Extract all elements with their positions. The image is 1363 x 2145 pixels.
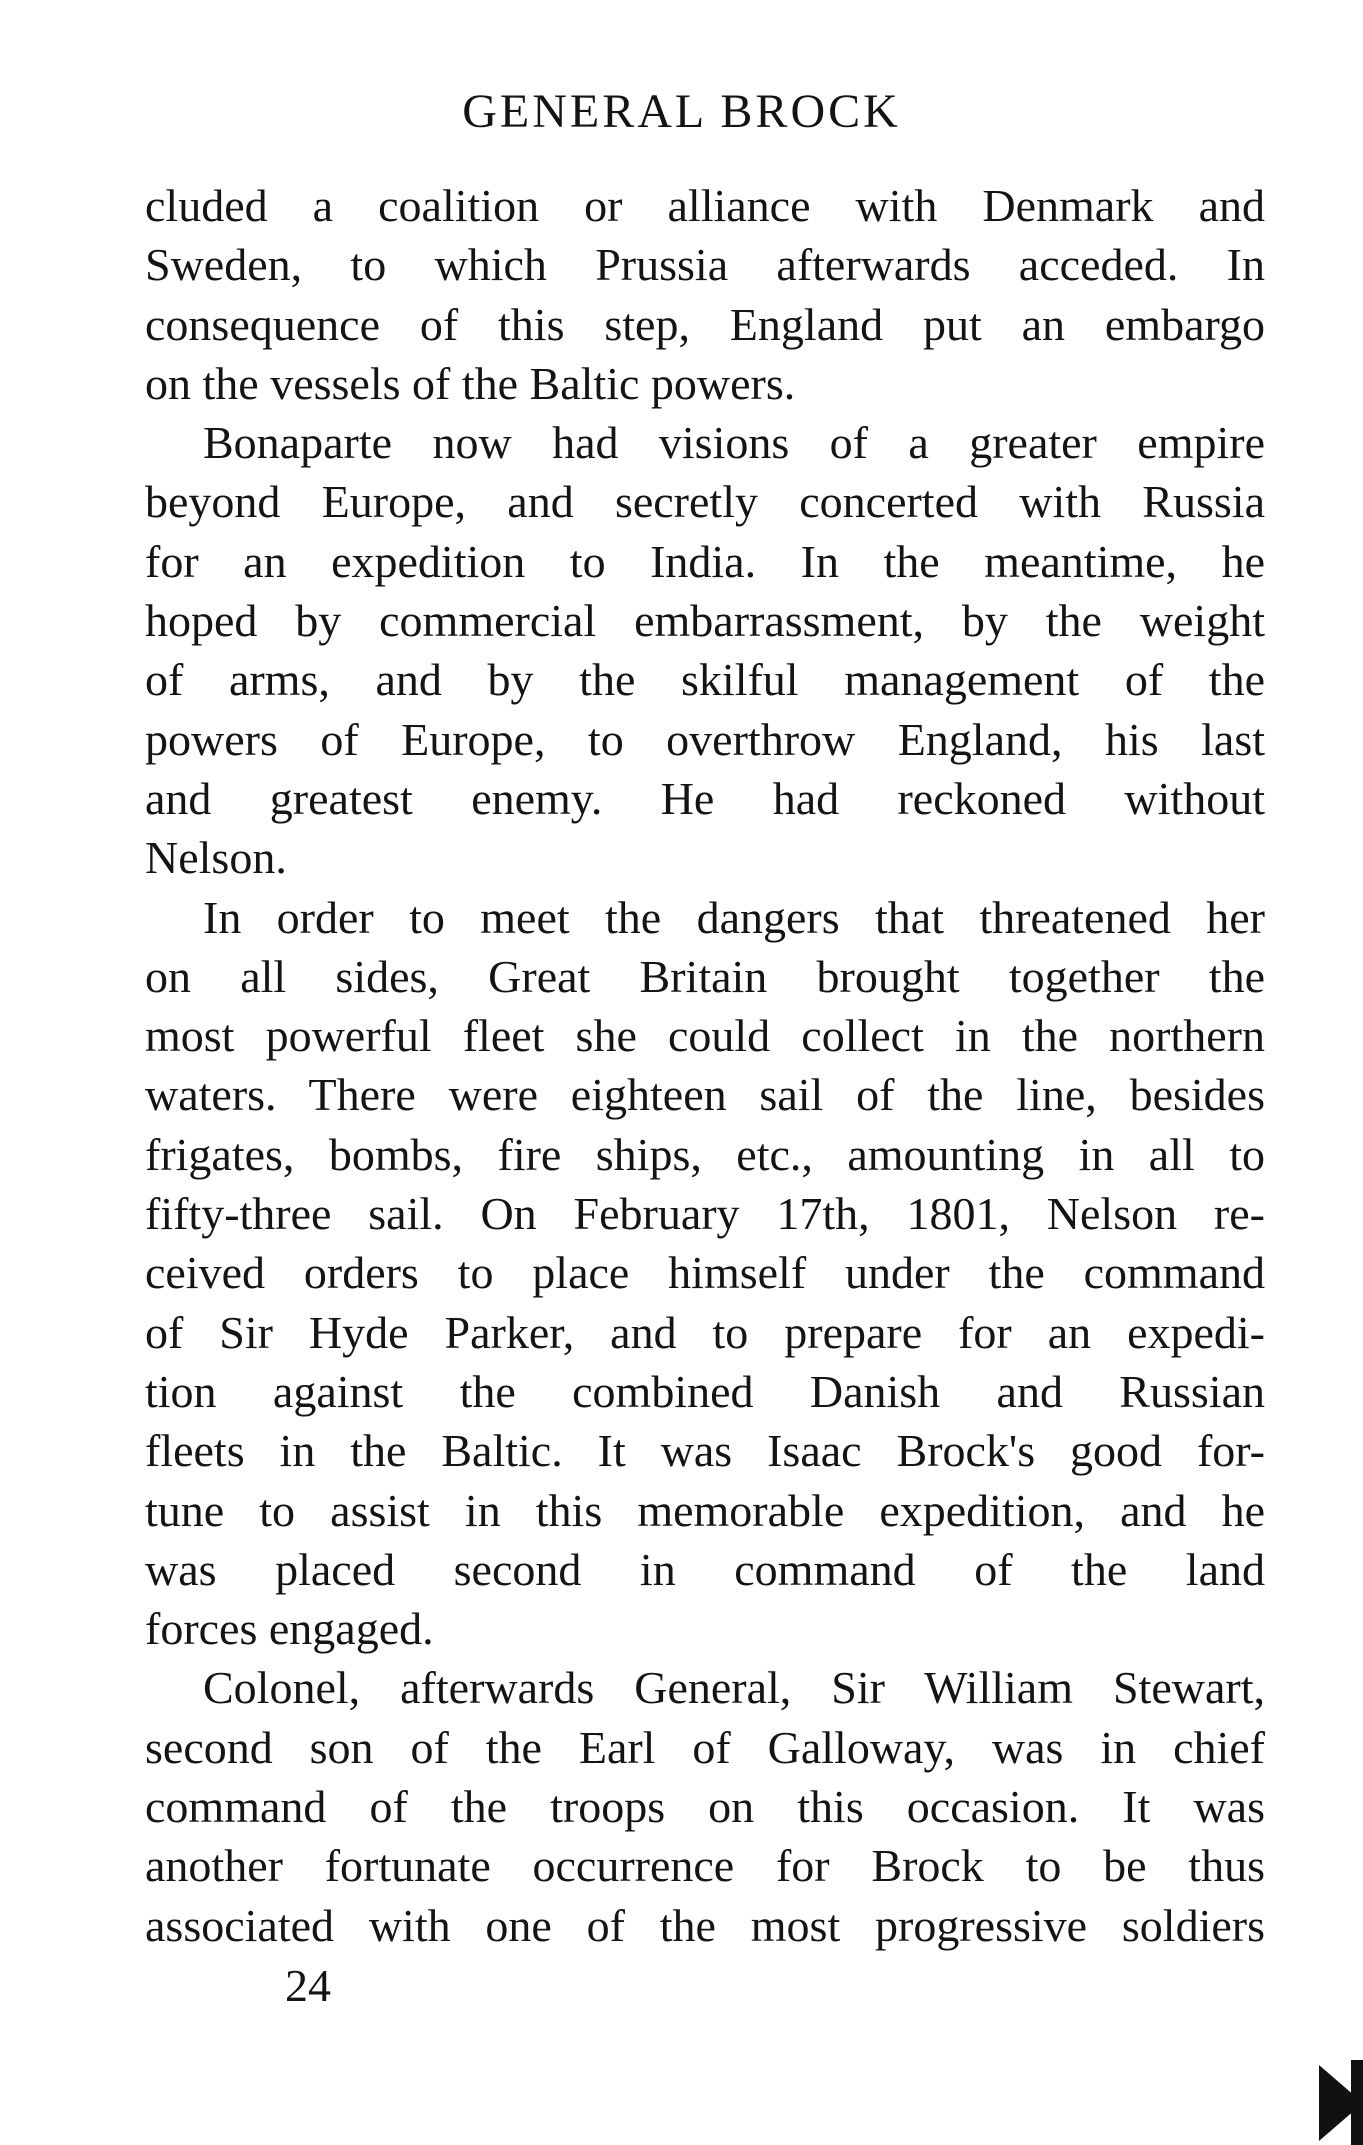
text-line: fifty-three sail. On February 17th, 1801, Nelson re- — [145, 1188, 1265, 1240]
text-line: consequence of this step, England put an embargo — [145, 298, 1265, 350]
text-line: another fortunate occurrence for Brock to be thus — [145, 1840, 1265, 1892]
paragraph-start-line: Bonaparte now had visions of a greater empire — [203, 417, 1265, 469]
text-line: second son of the Earl of Galloway, was in chief — [145, 1721, 1265, 1773]
text-line: powers of Europe, to overthrow England, his last — [145, 713, 1265, 765]
text-line: most powerful fleet she could collect in the northern — [145, 1010, 1265, 1062]
text-line: waters. There were eighteen sail of the line, besides — [145, 1069, 1265, 1121]
page-edge-shadow — [1351, 2060, 1363, 2145]
text-line: and greatest enemy. He had reckoned without — [145, 772, 1265, 824]
paragraph-start-line: In order to meet the dangers that threatened her — [203, 891, 1265, 943]
text-line: associated with one of the most progressive soldiers — [145, 1899, 1265, 1951]
text-line: of arms, and by the skilful management of the — [145, 654, 1265, 706]
text-line: beyond Europe, and secretly concerted with Russia — [145, 476, 1265, 528]
running-head: GENERAL BROCK — [462, 85, 901, 138]
text-line: of Sir Hyde Parker, and to prepare for an expedi- — [145, 1306, 1265, 1358]
text-line: was placed second in command of the land — [145, 1543, 1265, 1595]
text-line: for an expedition to India. In the meantime, he — [145, 535, 1265, 587]
text-line: ceived orders to place himself under the command — [145, 1247, 1265, 1299]
body-text — [145, 176, 1265, 1955]
paragraph-start-line: Colonel, afterwards General, Sir William Stewart, — [203, 1662, 1265, 1714]
text-line: hoped by commercial embarrassment, by the weight — [145, 595, 1265, 647]
text-line: tion against the combined Danish and Russian — [145, 1365, 1265, 1417]
page-number: 24 — [285, 1960, 331, 2011]
text-line: forces engaged. — [145, 1603, 434, 1655]
text-line: on all sides, Great Britain brought together the — [145, 950, 1265, 1002]
text-line: command of the troops on this occasion. It was — [145, 1781, 1265, 1833]
text-line: tune to assist in this memorable expedition, and he — [145, 1484, 1265, 1536]
text-line: frigates, bombs, fire ships, etc., amounting in all to — [145, 1128, 1265, 1180]
text-line: cluded a coalition or alliance with Denmark and — [145, 180, 1265, 231]
text-line: on the vessels of the Baltic powers. — [145, 357, 796, 409]
text-line: Nelson. — [145, 832, 287, 884]
text-line: fleets in the Baltic. It was Isaac Brock's good for- — [145, 1425, 1265, 1477]
text-line: Sweden, to which Prussia afterwards acceded. In — [145, 239, 1265, 291]
